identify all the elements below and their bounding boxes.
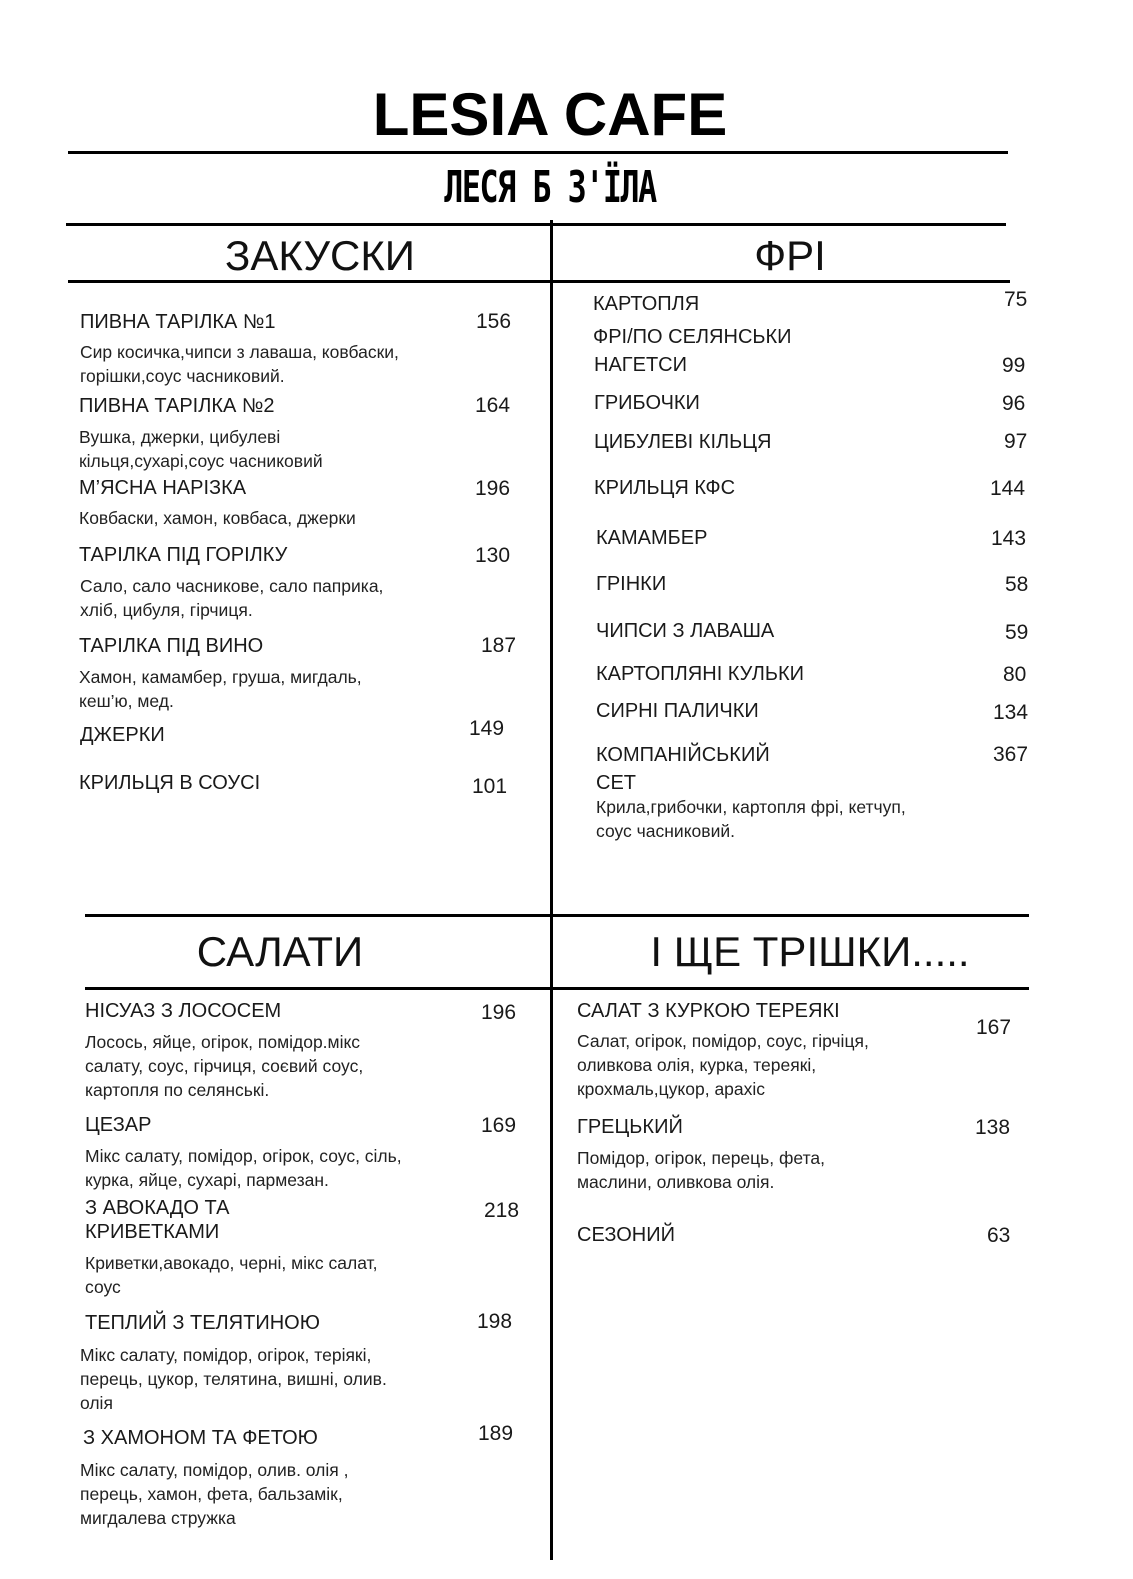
menu-item-name: ТАРІЛКА ПІД ВИНО — [79, 635, 264, 657]
menu-item-price: 149 — [469, 717, 505, 740]
center-divider — [550, 220, 553, 1560]
menu-item-price: 169 — [481, 1114, 517, 1137]
menu-item-name: ГРИБОЧКИ — [594, 392, 700, 414]
menu-item-name: ЦИБУЛЕВІ КІЛЬЦЯ — [594, 431, 772, 453]
menu-item-description: Мікс салату, помідор, олив. олія , перець, хамон, фета, бальзамік, мигдалева стружка — [80, 1460, 349, 1528]
menu-item-price: 198 — [477, 1310, 513, 1333]
section-title-salaty: САЛАТИ — [196, 928, 364, 975]
menu-item-price: 189 — [478, 1422, 514, 1445]
menu-item-description: Вушка, джерки, цибулеві кільця,сухарі,соус часниковий — [79, 427, 323, 471]
menu-item-name: СЕЗОНИЙ — [577, 1224, 675, 1246]
menu-item-name: НІСУАЗ З ЛОСОСЕМ — [85, 1000, 282, 1022]
menu-item-name: М’ЯСНА НАРІЗКА — [79, 477, 247, 499]
menu-item-description: Ковбаски, хамон, ковбаса, джерки — [79, 508, 356, 528]
menu-item-name: САЛАТ З КУРКОЮ ТЕРЕЯКІ — [577, 1000, 840, 1022]
menu-item-description: Помідор, огірок, перець, фета, маслини, оливкова олія. — [577, 1148, 825, 1192]
menu-item-description: Лосось, яйце, огірок, помідор.мікс салату, соус, гірчиця, соєвий соус, картопля по селянські. — [85, 1032, 364, 1100]
menu-item-name: ГРІНКИ — [596, 573, 667, 595]
menu-item-price: 130 — [475, 544, 511, 567]
menu-item-price: 63 — [987, 1224, 1011, 1247]
menu-item-price: 144 — [990, 477, 1026, 500]
menu-item-price: 80 — [1003, 663, 1027, 686]
menu-item-name: КОМПАНІЙСЬКИЙ СЕТ — [596, 744, 770, 794]
menu-item-name: ПИВНА ТАРІЛКА №2 — [79, 395, 275, 417]
menu-item-name: КАРТОПЛЯ ФРІ/ПО СЕЛЯНСЬКИ — [593, 293, 792, 348]
menu-item-price: 164 — [475, 394, 511, 417]
section-title-fri: ФРІ — [754, 232, 826, 279]
menu-item-price: 75 — [1004, 288, 1028, 311]
menu-item-description: Хамон, камамбер, груша, мигдаль, кеш’ю, мед. — [79, 667, 362, 711]
menu-item-description: Мікс салату, помідор, огірок, теріякі, перець, цукор, телятина, вишні, олив. олія — [80, 1345, 387, 1413]
menu-item-price: 99 — [1002, 354, 1026, 377]
menu-item-name: ЧИПСИ З ЛАВАША — [596, 620, 775, 642]
menu-item-name: З ХАМОНОМ ТА ФЕТОЮ — [83, 1427, 318, 1449]
menu-item-price: 59 — [1005, 621, 1029, 644]
menu-item-price: 187 — [481, 634, 517, 657]
menu-item-name: ТЕПЛИЙ З ТЕЛЯТИНОЮ — [85, 1312, 320, 1334]
top-headings-rule — [68, 280, 1010, 283]
menu-item-name: ГРЕЦЬКИЙ — [577, 1116, 683, 1138]
menu-item-price: 196 — [475, 477, 511, 500]
menu-item-name: ЦЕЗАР — [85, 1114, 152, 1136]
menu-item-price: 134 — [993, 701, 1029, 724]
menu-item-price: 97 — [1004, 430, 1028, 453]
menu-item-name: З АВОКАДО ТА КРИВЕТКАМИ — [85, 1197, 230, 1243]
menu-item-price: 96 — [1002, 392, 1026, 415]
menu-item-price: 101 — [472, 775, 508, 798]
menu-item-price: 218 — [484, 1199, 520, 1222]
menu-item-price: 143 — [991, 527, 1027, 550]
menu-item-name: СИРНІ ПАЛИЧКИ — [596, 700, 759, 722]
section-title-zakusky: ЗАКУСКИ — [225, 232, 415, 279]
menu-item-description: Крила,грибочки, картопля фрі, кетчуп, соус часниковий. — [596, 797, 906, 841]
menu-item-name: КАМАМБЕР — [596, 527, 708, 549]
bottom-headings-rule — [85, 987, 1029, 990]
menu-item-name: КРИЛЬЦЯ КФС — [594, 477, 736, 499]
menu-item-description: Сало, сало часникове, сало паприка, хліб, цибуля, гірчиця. — [80, 576, 384, 620]
menu-item-name: ДЖЕРКИ — [80, 724, 165, 746]
title-underline — [68, 151, 1008, 154]
menu-item-description: Криветки,авокадо, черні, мікс салат, соус — [85, 1253, 378, 1297]
menu-item-name: КАРТОПЛЯНІ КУЛЬКИ — [596, 663, 804, 685]
menu-item-price: 367 — [993, 743, 1029, 766]
top-section-rule — [66, 223, 1006, 226]
cafe-title: LESIA CAFE — [372, 81, 728, 148]
menu-item-name: КРИЛЬЦЯ В СОУСІ — [79, 772, 261, 794]
cafe-subtitle: ЛЕСЯ Б З'ЇЛА — [444, 162, 656, 213]
menu-item-price: 196 — [481, 1001, 517, 1024]
menu-item-price: 58 — [1005, 573, 1029, 596]
menu-item-price: 138 — [975, 1116, 1011, 1139]
menu-item-name: НАГЕТСИ — [594, 354, 687, 376]
menu-item-description: Мікс салату, помідор, огірок, соус, сіль, курка, яйце, сухарі, пармезан. — [85, 1146, 402, 1190]
menu-item-description: Сир косичка,чипси з лаваша, ковбаски, горішки,соус часниковий. — [80, 342, 399, 386]
menu-item-price: 156 — [476, 310, 512, 333]
menu-item-price: 167 — [976, 1016, 1012, 1039]
menu-item-description: Салат, огірок, помідор, соус, гірчіця, оливкова олія, курка, тереякі, крохмаль,цукор, арахіс — [577, 1031, 869, 1099]
section-title-shche: І ЩЕ ТРІШКИ..... — [650, 928, 970, 975]
menu-item-name: ПИВНА ТАРІЛКА №1 — [80, 311, 276, 333]
menu-item-name: ТАРІЛКА ПІД ГОРІЛКУ — [79, 544, 288, 566]
bottom-section-rule — [85, 914, 1029, 917]
